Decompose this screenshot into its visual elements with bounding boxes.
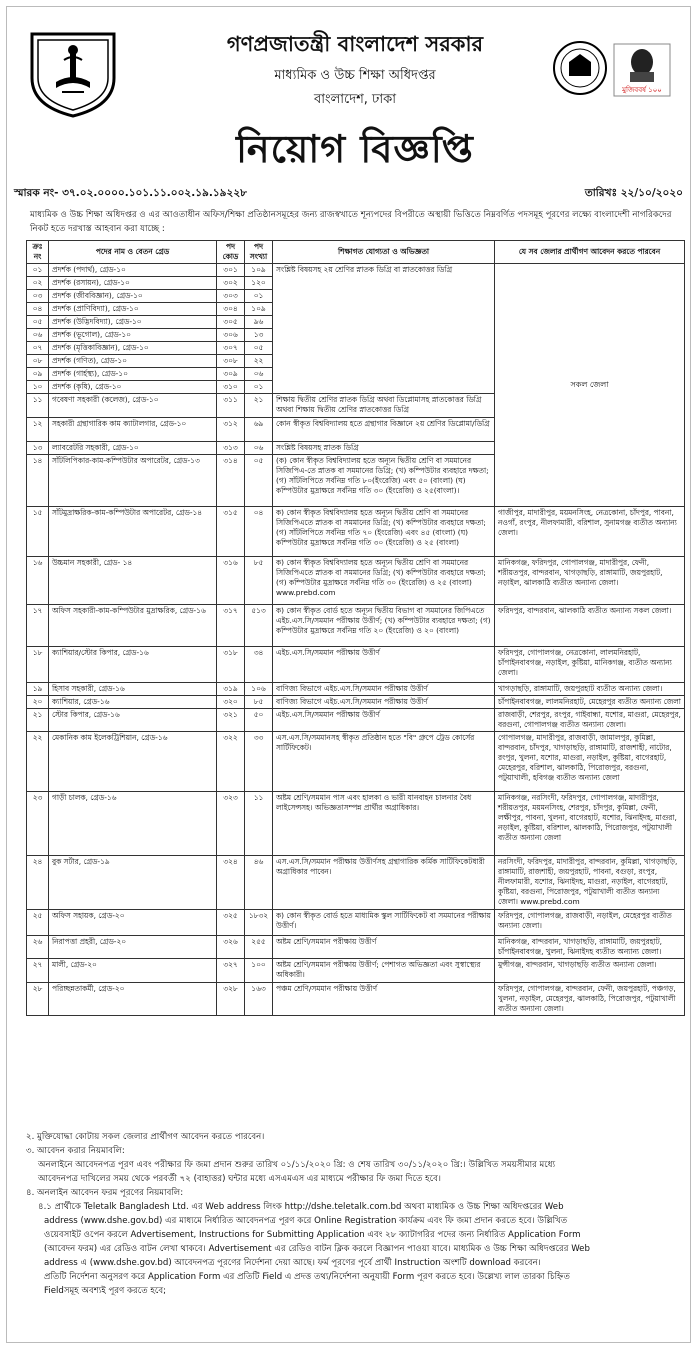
cell-post: নিরাপত্তা প্রহরী, গ্রেড-২০ xyxy=(49,936,217,959)
cell-post: উচ্চমান সহকারী, গ্রেড- ১৪ xyxy=(49,557,217,605)
cell-qualification: অষ্টম শ্রেণি/সমমান পরীক্ষায় উত্তীর্ণ xyxy=(273,936,495,959)
cell-code: ৩১৯ xyxy=(217,683,245,696)
cell-code: ৩১০ xyxy=(217,381,245,394)
mujib-logo-text: মুজিববর্ষ ১০০ xyxy=(622,86,662,94)
cell-serial: ০২ xyxy=(27,277,49,290)
cell-post: সহকারী গ্রন্থাগারিক কাম ক্যাটালগার, গ্রেড-১০ xyxy=(49,418,217,442)
cell-count: ৯৬ xyxy=(245,316,273,329)
table-row xyxy=(27,647,685,683)
cell-serial: ১১ xyxy=(27,394,49,418)
cell-serial: ১৭ xyxy=(27,605,49,647)
cell-count: ০১ xyxy=(245,381,273,394)
cell-districts: নরসিংদী, ফরিদপুর, মাদারীপুর, বান্দরবান, কুমিল্লা, খাগড়াছড়ি, রাঙ্গামাটি, রাজশাহী, জয়পুরহাট, পাবনা, বগুড়া, রংপুর, নীলফামারী, যশোর, ঝিনাইদহ, মাগুরা, নড়াইল, বাগেরহাট, কুষ্টিয়া, বরগুনা, পিরোজপুর, পটুয়াখালী ব্যতীত অন্যান্য জেলা। www.prebd.com xyxy=(495,856,685,910)
cell-serial: ০৫ xyxy=(27,316,49,329)
dshe-logo-icon xyxy=(24,26,122,118)
cell-serial: ০৩ xyxy=(27,290,49,303)
cell-post: প্রদর্শক (গার্হস্থ্য), গ্রেড-১০ xyxy=(49,368,217,381)
cell-post: মালী, গ্রেড-২০ xyxy=(49,959,217,983)
cell-count: ০৫ xyxy=(245,455,273,507)
cell-post: গবেষণা সহকারী (কলেজ), গ্রেড-১০ xyxy=(49,394,217,418)
vacancy-table-wrapper xyxy=(26,240,684,1016)
cell-qualification: সংশ্লিষ্ট বিষয়সহ স্নাতক ডিগ্রি xyxy=(273,442,495,455)
government-title: গণপ্রজাতন্ত্রী বাংলাদেশ সরকার xyxy=(226,31,484,56)
table-header-row xyxy=(27,241,685,264)
cell-count: ৮৫ xyxy=(245,696,273,709)
table-row xyxy=(27,959,685,983)
memo-number: স্মারক নং- ৩৭.০২.০০০০.১০১.১১.০০২.১৯.১৯২২৮ xyxy=(14,187,247,199)
note-4-1-line-b: address (www.dshe.gov.bd) এর মাধ্যমে নির্ধারিত আবেদনপত্র পূরণ করে Online Registration কার্যক্রম এবং ফি জমা প্রদান করতে হবে। উল্লিখিত xyxy=(44,1216,568,1226)
cell-post: পরিচ্ছন্নতাকর্মী, গ্রেড-২০ xyxy=(49,983,217,1016)
cell-count: ০১ xyxy=(245,290,273,303)
cell-districts: ফরিদপুর, গোপালগঞ্জ, রাজবাড়ী, নড়াইল, মেহেরপুর ব্যতীত অন্যান্য জেলা। xyxy=(495,910,685,936)
note-4-1-line-a: ৪.১ প্রার্থীকে Teletalk Bangladesh Ltd. এর Web address লিংক http://dshe.teletalk.com.bd অথবা মাধ্যমিক ও উচ্চ শিক্ষা অধিদপ্তরের Web xyxy=(38,1202,564,1212)
cell-qualification: অষ্টম শ্রেণি/সমমান পরীক্ষায় উত্তীর্ণ; পেশাগত অভিজ্ঞতা এবং সুস্বাস্থ্যের অধিকারী। xyxy=(273,959,495,983)
notes-section xyxy=(26,1130,686,1298)
cell-post: ল্যাবরেটরি সহকারী, গ্রেড-১০ xyxy=(49,442,217,455)
table-row xyxy=(27,732,685,792)
cell-districts: মানিকগঞ্জ, ফরিদপুর, গোপালগঞ্জ, মাদারীপুর, ফেনী, শরীয়তপুর, বান্দরবান, খাগড়াছড়ি, রাঙ্গামাটি, জয়পুরহাট, নড়াইল, ঝালকাঠি ব্যতীত অন্যান্য জেলা। xyxy=(495,557,685,605)
cell-count: ০৫ xyxy=(245,342,273,355)
cell-code: ৩২৬ xyxy=(217,936,245,959)
table-row xyxy=(27,709,685,732)
cell-qualification: অষ্টম শ্রেণি/সমমান পাস এবং হালকা ও ভারী যানবাহন চালনার বৈধ লাইসেন্সসহ। অভিজ্ঞতাসম্পন্ন প্রার্থীর অগ্রাধিকার। xyxy=(273,792,495,856)
cell-qualification: (ক) কোন স্বীকৃত বিশ্ববিদ্যালয় হতে অন্যূন দ্বিতীয় শ্রেণি বা সমমানের সিজিপিএ-তে স্নাতক বা সমমানের ডিগ্রি; (খ) কম্পিউটার ব্যবহারে দক্ষতা; (গ) সাঁটলিপিতে সর্বনিম্ন গতি ৮০(ইংরেজি) এবং ৫০ (বাংলা) (ঘ) কম্পিউটার মুদ্রাক্ষরে সর্বনিম্ন গতি ৩০ (ইংরেজি) ও ২৫(বাংলা)। xyxy=(273,455,495,507)
cell-code: ৩১৩ xyxy=(217,442,245,455)
cell-districts: মানিকগঞ্জ, নরসিংদী, ফরিদপুর, গোপালগঞ্জ, মাদারীপুর, শরীয়তপুর, ময়মনসিংহ, শেরপুর, চাঁদপুর, কুমিল্লা, ফেনী, লক্ষীপুর, পাবনা, খুলনা, বাগেরহাট, যশোর, ঝিনাইদহ, মাগুরা, নড়াইল, কুষ্টিয়া, বরিশাল, ঝালকাঠি, পিরোজপুর, পটুয়াখালী ব্যতীত অন্যান্য জেলা xyxy=(495,792,685,856)
cell-code: ৩২৩ xyxy=(217,792,245,856)
cell-post: অফিস সহকারী-কাম-কম্পিউটার মুদ্রাক্ষরিক, গ্রেড-১৬ xyxy=(49,605,217,647)
cell-serial: ২৬ xyxy=(27,936,49,959)
cell-serial: ০৮ xyxy=(27,355,49,368)
cell-qualification: এইচ.এস.সি/সমমান পরীক্ষায় উত্তীর্ণ xyxy=(273,709,495,732)
cell-code: ৩১৫ xyxy=(217,507,245,557)
cell-qualification: এস.এস.সি/সমমান পরীক্ষায় উত্তীর্ণসহ গ্রন্থাগারিক কর্মিক সার্টিফিকেটধারী অগ্রাধিকার পাবেন। xyxy=(273,856,495,910)
cell-post: প্রদর্শক (উদ্ভিদবিদ্যা), গ্রেড-১০ xyxy=(49,316,217,329)
table-row xyxy=(27,683,685,696)
cell-count: ৫০ xyxy=(245,709,273,732)
notice-title: নিয়োগ বিজ্ঞপ্তি xyxy=(236,126,474,171)
cell-post: ক্যাশিয়ার, গ্রেড-১৬ xyxy=(49,696,217,709)
note-4-1-line-e: address এ (www.dshe.gov.bd) আবেদনপত্র পূরণের নির্দেশনা দেয়া আছে। ফর্ম পূরণের পূর্বে প্রার্থী Instruction অংশটি download করবেন। xyxy=(44,1258,541,1268)
cell-all-districts: সকল জেলা xyxy=(495,264,685,507)
cell-post: হিসাব সহকারী, গ্রেড-১৬ xyxy=(49,683,217,696)
cell-code: ৩০৩ xyxy=(217,290,245,303)
cell-serial: ২৫ xyxy=(27,910,49,936)
cell-serial: ২১ xyxy=(27,709,49,732)
table-row xyxy=(27,264,685,277)
header-districts: যে সব জেলার প্রার্থীগণ আবেদন করতে পারবেন xyxy=(495,241,685,264)
table-row xyxy=(27,983,685,1016)
cell-count: ১০৬ xyxy=(245,683,273,696)
cell-post: মেকানিক কাম ইলেকট্রিশিয়ান, গ্রেড-১৬ xyxy=(49,732,217,792)
cell-count: ০৪ xyxy=(245,507,273,557)
cell-qualification: শিক্ষায় দ্বিতীয় শ্রেণির স্নাতক ডিগ্রি অথবা ডিপ্লোমাসহ স্নাতকোত্তর ডিগ্রি অথবা শিক্ষায় দ্বিতীয় শ্রেণির স্নাতকোত্তর ডিগ্রি xyxy=(273,394,495,418)
department-title: মাধ্যমিক ও উচ্চ শিক্ষা অধিদপ্তর xyxy=(274,68,436,83)
table-row xyxy=(27,507,685,557)
header-qualification: শিক্ষাগত যোগ্যতা ও অভিজ্ঞতা xyxy=(273,241,495,264)
cell-post: প্রদর্শক (ভূগোল), গ্রেড-১০ xyxy=(49,329,217,342)
cell-count: ১০৯ xyxy=(245,264,273,277)
cell-code: ৩০৯ xyxy=(217,368,245,381)
cell-post: প্রদর্শক (পদার্থ), গ্রেড-১০ xyxy=(49,264,217,277)
cell-code: ৩২৪ xyxy=(217,856,245,910)
cell-serial: ০৪ xyxy=(27,303,49,316)
cell-count: ৫১৩ xyxy=(245,605,273,647)
table-row xyxy=(27,557,685,605)
cell-count: ০৬ xyxy=(245,368,273,381)
cell-serial: ০৭ xyxy=(27,342,49,355)
cell-post: গাড়ী চালক, গ্রেড-১৬ xyxy=(49,792,217,856)
cell-code: ৩২০ xyxy=(217,696,245,709)
vacancy-table xyxy=(26,240,685,1016)
cell-count: ৪৬ xyxy=(245,856,273,910)
cell-districts: রাজবাড়ী, শেরপুর, রংপুর, গাইবান্ধা, যশোর, মাগুরা, মেহেরপুর, বরগুনা, গোপালগঞ্জ ব্যতীত অন্যান্য জেলা। xyxy=(495,709,685,732)
cell-post: বুক সর্টার, গ্রেড-১৯ xyxy=(49,856,217,910)
note-4-1-line-f: প্রতিটি নির্দেশনা অনুসরণ করে Application Form এর প্রতিটি Field এ প্রদত্ত তথ্য/নির্দেশনা অনুযায়ী Form পূরণ করতে হবে। উল্লেখ্য লাল তারকা চিহ্নিত xyxy=(44,1272,570,1282)
intro-paragraph: মাধ্যমিক ও উচ্চ শিক্ষা অধিদপ্তর ও এর আওতাধীন অফিস/শিক্ষা প্রতিষ্ঠানসমূহের জন্য রাজস্বখাতে শূন্যপদের বিপরীতে অস্থায়ী ভিত্তিতে নিম্নবর্ণিত পদসমূহ পূরণের লক্ষ্যে বাংলাদেশী নাগরিকদের নিকট হতে দরখাস্ত আহবান করা যাচ্ছে : xyxy=(30,210,672,234)
cell-serial: ১২ xyxy=(27,418,49,442)
cell-serial: ১০ xyxy=(27,381,49,394)
cell-count: ১৮৩২ xyxy=(245,910,273,936)
cell-code: ৩০৫ xyxy=(217,316,245,329)
cell-code: ৩১১ xyxy=(217,394,245,418)
cell-serial: ১৪ xyxy=(27,455,49,507)
cell-serial: ০৯ xyxy=(27,368,49,381)
table-body xyxy=(27,264,685,1016)
cell-post: প্রদর্শক (কৃষি), গ্রেড-১০ xyxy=(49,381,217,394)
cell-serial: ২৮ xyxy=(27,983,49,1016)
cell-serial: ১৫ xyxy=(27,507,49,557)
cell-post: স্টোর কিপার, গ্রেড-১৬ xyxy=(49,709,217,732)
cell-serial: ০১ xyxy=(27,264,49,277)
cell-serial: ২২ xyxy=(27,732,49,792)
cell-serial: ১৬ xyxy=(27,557,49,605)
cell-districts: মুন্সীগঞ্জ, বান্দরবান, খাগড়াছড়ি ব্যতীত অন্যান্য জেলা। xyxy=(495,959,685,983)
cell-count: ৩৪ xyxy=(245,647,273,683)
cell-qualification: এইচ.এস.সি/সমমান পরীক্ষায় উত্তীর্ণ xyxy=(273,647,495,683)
note-4: ৪. অনলাইন আবেদন ফরম পূরণের নিয়মাবলি: xyxy=(26,1188,184,1198)
cell-count: ৬৯ xyxy=(245,418,273,442)
mujib-borsho-logo-icon xyxy=(612,42,672,98)
cell-post: প্রদর্শক (মৃত্তিকাবিজ্ঞান), গ্রেড-১০ xyxy=(49,342,217,355)
cell-serial: ১৯ xyxy=(27,683,49,696)
cell-count: ১০০ xyxy=(245,959,273,983)
cell-post: ক্যাশিয়ার/স্টোর কিপার, গ্রেড-১৬ xyxy=(49,647,217,683)
cell-code: ৩১২ xyxy=(217,418,245,442)
table-row xyxy=(27,696,685,709)
note-4-1-line-d: (আবেদন ফরম) এর রেডিও বাটন লেখা থাকবে। Advertisement এর রেডিও বাটন ক্লিক করলে বিজ্ঞাপন পাওয়া যাবে। মাধ্যমিক ও উচ্চ শিক্ষা অধিদপ্তরের Web xyxy=(44,1244,590,1254)
table-row xyxy=(27,910,685,936)
note-4-1-line-c: ওয়েবসাইট ওপেন করলে Advertisement, Instructions for Submitting Application এবং ২৮ ক্যাটাগরির পদের জন্য নির্ধারিত Application Form xyxy=(44,1230,581,1240)
cell-code: ৩০১ xyxy=(217,264,245,277)
cell-count: ১৬৩ xyxy=(245,983,273,1016)
cell-code: ৩২৮ xyxy=(217,983,245,1016)
cell-code: ৩১৬ xyxy=(217,557,245,605)
cell-code: ৩২৭ xyxy=(217,959,245,983)
cell-count: ১৩ xyxy=(245,329,273,342)
cell-districts: ফরিদপুর, গোপালগঞ্জ, নেত্রকোনা, লালমনিরহাট, চাঁপাইনবাবগঞ্জ, নড়াইল, কুষ্টিয়া, মানিকগঞ্জ, ব্যতীত অন্যান্য জেলা। xyxy=(495,647,685,683)
cell-districts: চাঁপাইনবাবগঞ্জ, লালমনিরহাট, মেহেরপুর ব্যতীত অন্যান্য জেলা xyxy=(495,696,685,709)
note-4-1-line-g: Fieldসমূহ অবশ্যই পূরণ করতে হবে; xyxy=(44,1286,167,1296)
cell-qualification: পঞ্চম শ্রেণি/সমমান পরীক্ষায় উত্তীর্ণ xyxy=(273,983,495,1016)
cell-code: ৩০৪ xyxy=(217,303,245,316)
cell-post: প্রদর্শক (প্রাণিবিদ্যা), গ্রেড-১০ xyxy=(49,303,217,316)
cell-qualification: বাণিজ্য বিভাগে এইচ.এস.সি/সমমান পরীক্ষায় উত্তীর্ণ xyxy=(273,683,495,696)
table-row xyxy=(27,936,685,959)
cell-count: ১০৯ xyxy=(245,303,273,316)
table-row xyxy=(27,856,685,910)
cell-qualification: ক) কোন স্বীকৃত বোর্ড হতে মাধ্যমিক স্কুল সার্টিফিকেট বা সমমানের পরীক্ষায় উত্তীর্ণ। xyxy=(273,910,495,936)
cell-serial: ১৮ xyxy=(27,647,49,683)
cell-post: প্রদর্শক (গণিত), গ্রেড-১০ xyxy=(49,355,217,368)
cell-districts: ফরিদপুর, গোপালগঞ্জ, বান্দরবান, ফেনী, জয়পুরহাট, পঞ্চগড়, খুলনা, নড়াইল, মেহেরপুর, ঝালকাঠি, পিরোজপুর, পটুয়াখালী ব্যতীত অন্যান্য জেলা। xyxy=(495,983,685,1016)
notice-date: তারিখঃ ২২/১০/২০২০ xyxy=(584,187,683,199)
cell-count: ০৬ xyxy=(245,442,273,455)
cell-qualification: এস.এস.সি/সমমানসহ স্বীকৃত প্রতিষ্ঠান হতে "বি" গ্রুপে ট্রেড কোর্সের সার্টিফিকেট। xyxy=(273,732,495,792)
cell-districts: ফরিদপুর, বান্দরবান, ঝালকাঠি ব্যতীত অন্যান্য সকল জেলা। xyxy=(495,605,685,647)
cell-code: ৩০২ xyxy=(217,277,245,290)
cell-code: ৩১৪ xyxy=(217,455,245,507)
cell-districts: গাজীপুর, মাদারীপুর, ময়মনসিংহ, নেত্রকোনা, চাঁদপুর, পাবনা, নওগাঁ, রংপুর, নীলফামারী, বরিশাল, সুনামগঞ্জ ব্যতীত অন্যান্য জেলা। xyxy=(495,507,685,557)
cell-count: ১১ xyxy=(245,792,273,856)
cell-count: ২৫৫ xyxy=(245,936,273,959)
cell-districts: গোপালগঞ্জ, মাদারীপুর, রাজবাড়ী, জামালপুর, কুমিল্লা, বান্দরবান, চাঁদপুর, খাগড়াছড়ি, রাঙ্গামাটি, রাজশাহী, নাটোর, রংপুর, খুলনা, যশোর, মাগুরা, নড়াইল, কুষ্টিয়া, বাগেরহাট, মেহেরপুর, বরিশাল, ঝালকাঠি, পিরোজপুর, বরগুনা, পটুয়াখালী, হবিগঞ্জ ব্যতীত অন্যান্য জেলা xyxy=(495,732,685,792)
cell-serial: ১৩ xyxy=(27,442,49,455)
header-count: পদ সংখ্যা xyxy=(245,241,273,264)
cell-code: ৩০৭ xyxy=(217,342,245,355)
cell-code: ৩০৮ xyxy=(217,355,245,368)
cell-districts: খাগড়াছড়ি, রাঙ্গামাটি, জয়পুরহাট ব্যতীত অন্যান্য জেলা। xyxy=(495,683,685,696)
cell-code: ৩১৭ xyxy=(217,605,245,647)
cell-count: ১২০ xyxy=(245,277,273,290)
table-row xyxy=(27,792,685,856)
cell-qualification: কোন স্বীকৃত বিশ্ববিদ্যালয় হতে গ্রন্থাগার বিজ্ঞানে ২য় শ্রেণির ডিপ্লোমা/ডিগ্রি xyxy=(273,418,495,442)
cell-serial: ০৬ xyxy=(27,329,49,342)
cell-qualification: সংশ্লিষ্ট বিষয়সহ ২য় শ্রেণির স্নাতক ডিগ্রি বা স্নাতকোত্তর ডিগ্রি xyxy=(273,264,495,394)
cell-code: ৩২১ xyxy=(217,709,245,732)
header-post: পদের নাম ও বেতন গ্রেড xyxy=(49,241,217,264)
cell-qualification: বাণিজ্য বিভাগে এইচ.এস.সি/সমমান পরীক্ষায় উত্তীর্ণ xyxy=(273,696,495,709)
cell-post: সাঁটলিপিকার-কাম-কম্পিউটার অপারেটর, গ্রেড-১৩ xyxy=(49,455,217,507)
cell-post: অফিস সহায়ক, গ্রেড-২০ xyxy=(49,910,217,936)
cell-qualification: ক) কোন স্বীকৃত বিশ্ববিদ্যালয় হতে অন্যূন দ্বিতীয় শ্রেণি বা সমমানের সিজিপিএতে স্নাতক বা সমমানের ডিগ্রি; (খ) কম্পিউটার ব্যবহারে দক্ষতা; (গ) কম্পিউটার মুদ্রাক্ষরে সর্বনিম্ন গতি ৩০ (ইংরেজি) ও ২৫ (বাংলা) www.prebd.com xyxy=(273,557,495,605)
cell-code: ৩২২ xyxy=(217,732,245,792)
cell-post: প্রদর্শক (রসায়ন), গ্রেড-১০ xyxy=(49,277,217,290)
note-2: ২. মুক্তিযোদ্ধা কোটায় সকল জেলার প্রার্থীগণ আবেদন করতে পারবেন। xyxy=(26,1132,265,1142)
header-serial: ক্রঃ নং xyxy=(27,241,49,264)
cell-serial: ২৩ xyxy=(27,792,49,856)
cell-serial: ২০ xyxy=(27,696,49,709)
cell-post: প্রদর্শক (জীববিজ্ঞান), গ্রেড-১০ xyxy=(49,290,217,303)
cell-districts: মানিকগঞ্জ, বান্দরবান, খাগড়াছড়ি, রাঙ্গামাটি, জয়পুরহাট, চাঁপাইনবাবগঞ্জ, খুলনা, ঝিনাইদহ ব্যতীত অন্যান্য জেলা। xyxy=(495,936,685,959)
cell-count: ২১ xyxy=(245,394,273,418)
note-3-line-b: আবেদনপত্র দাখিলের সময় থেকে পরবর্তী ৭২ (বাহাত্তর) ঘন্টার মধ্যে এসএমএস এর মাধ্যমে পরীক্ষার ফি জমা দিতে হবে। xyxy=(38,1174,441,1184)
cell-qualification: ক) কোন স্বীকৃত বোর্ড হতে অন্যূন দ্বিতীয় বিভাগ বা সমমানের জিপিএতে এইচ.এস.সি/সমমান পরীক্ষায় উত্তীর্ণ; (খ) কম্পিউটার ব্যবহারে দক্ষতা; (গ) কম্পিউটার মুদ্রাক্ষরে সর্বনিম্ন গতি ২০ (ইংরেজি) ও ২০ (বাংলা) xyxy=(273,605,495,647)
cell-count: ৮৫ xyxy=(245,557,273,605)
cell-count: ২২ xyxy=(245,355,273,368)
table-row xyxy=(27,605,685,647)
cell-serial: ২৪ xyxy=(27,856,49,910)
note-3: ৩. আবেদন করার নিয়মাবলি: xyxy=(26,1146,125,1156)
cell-count: ৩৩ xyxy=(245,732,273,792)
cell-post: সাঁটমুদ্রাক্ষরিক-কাম-কম্পিউটার অপারেটর, গ্রেড-১৪ xyxy=(49,507,217,557)
cell-code: ৩১৮ xyxy=(217,647,245,683)
header-code: পদ কোড xyxy=(217,241,245,264)
cell-serial: ২৭ xyxy=(27,959,49,983)
cell-code: ৩০৬ xyxy=(217,329,245,342)
city-title: বাংলাদেশ, ঢাকা xyxy=(313,92,397,107)
cell-qualification: ক) কোন স্বীকৃত বিশ্ববিদ্যালয় হতে অন্যূন দ্বিতীয় শ্রেণি বা সমমানের সিজিপিএতে স্নাতক বা সমমানের ডিগ্রি; (খ) কম্পিউটার ব্যবহারে দক্ষতা; (গ) সাঁটলিপিতে সর্বনিম্ন গতি ৭০ (ইংরেজি) এবং ৪৫ (বাংলা) (ঘ) কম্পিউটার মুদ্রাক্ষরে সর্বনিম্ন গতি ৩০ (ইংরেজি) ও ২৫ (বাংলা) xyxy=(273,507,495,557)
note-3-line-a: অনলাইনে আবেদনপত্র পূরণ এবং পরীক্ষার ফি জমা প্রদান শুরুর তারিখ ০১/১১/২০২০ খ্রি: ও শেষ তারিখ ৩০/১১/২০২০ খ্রি:। উল্লিখিত সময়সীমার মধ্যে xyxy=(38,1160,556,1170)
cell-code: ৩২৫ xyxy=(217,910,245,936)
